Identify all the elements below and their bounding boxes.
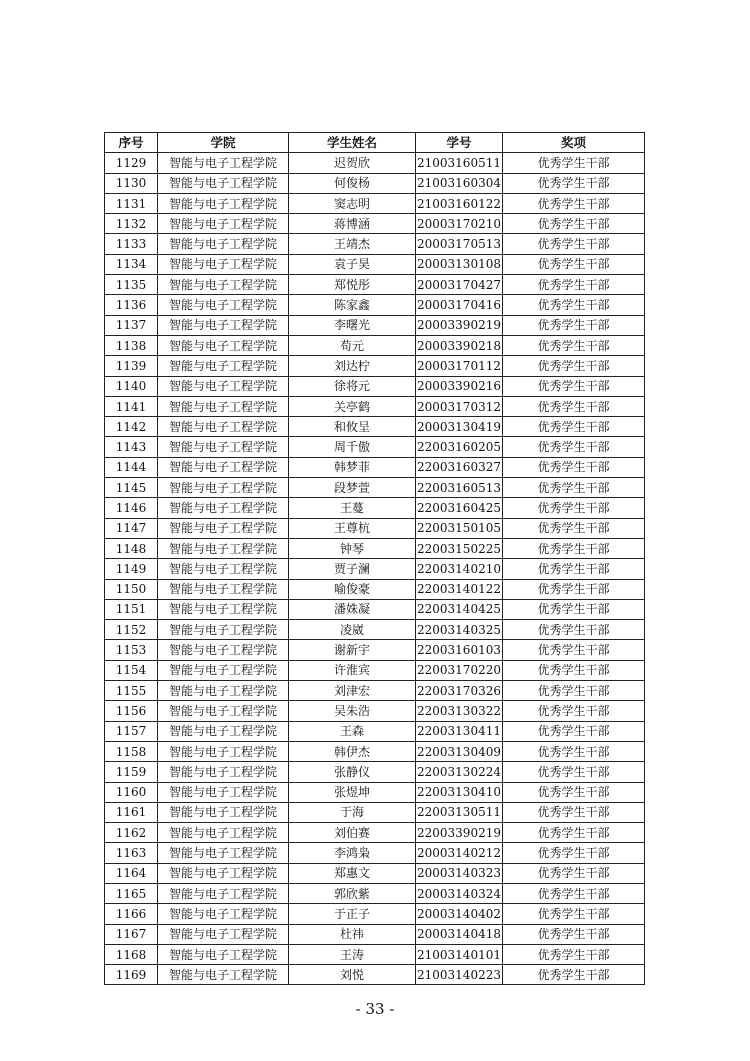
cell-student-id: 20003390219 — [416, 315, 503, 335]
table-row — [105, 701, 645, 721]
cell-student-name: 吴朱浩 — [289, 701, 416, 721]
cell-award: 优秀学生干部 — [503, 478, 645, 498]
header-award: 奖项 — [503, 133, 645, 153]
cell-college: 智能与电子工程学院 — [158, 315, 289, 335]
cell-college: 智能与电子工程学院 — [158, 214, 289, 234]
table-row — [105, 721, 645, 741]
cell-student-name: 李曙光 — [289, 315, 416, 335]
cell-college: 智能与电子工程学院 — [158, 721, 289, 741]
cell-college: 智能与电子工程学院 — [158, 782, 289, 802]
cell-student-name: 周千傲 — [289, 437, 416, 457]
cell-index: 1134 — [105, 254, 158, 274]
table-row — [105, 944, 645, 964]
cell-college: 智能与电子工程学院 — [158, 498, 289, 518]
cell-college: 智能与电子工程学院 — [158, 376, 289, 396]
cell-index: 1129 — [105, 153, 158, 173]
cell-student-id: 21003140101 — [416, 944, 503, 964]
cell-student-name: 王靖杰 — [289, 234, 416, 254]
page-number: - 33 - — [355, 1000, 395, 1018]
table-row — [105, 234, 645, 254]
cell-index: 1150 — [105, 579, 158, 599]
cell-award: 优秀学生干部 — [503, 599, 645, 619]
cell-student-name: 段梦萱 — [289, 478, 416, 498]
cell-college: 智能与电子工程学院 — [158, 559, 289, 579]
cell-student-id: 21003160122 — [416, 193, 503, 213]
cell-award: 优秀学生干部 — [503, 173, 645, 193]
cell-index: 1154 — [105, 660, 158, 680]
table-row — [105, 275, 645, 295]
table-row — [105, 518, 645, 538]
cell-student-name: 苟元 — [289, 335, 416, 355]
cell-index: 1158 — [105, 741, 158, 761]
cell-student-id: 20003170112 — [416, 356, 503, 376]
cell-college: 智能与电子工程学院 — [158, 295, 289, 315]
cell-student-id: 20003170427 — [416, 275, 503, 295]
cell-index: 1162 — [105, 823, 158, 843]
table-row — [105, 315, 645, 335]
cell-college: 智能与电子工程学院 — [158, 437, 289, 457]
cell-index: 1131 — [105, 193, 158, 213]
cell-index: 1156 — [105, 701, 158, 721]
cell-student-name: 潘姝凝 — [289, 599, 416, 619]
cell-college: 智能与电子工程学院 — [158, 275, 289, 295]
table-row — [105, 640, 645, 660]
cell-student-id: 22003130409 — [416, 741, 503, 761]
cell-award: 优秀学生干部 — [503, 396, 645, 416]
cell-student-id: 20003170210 — [416, 214, 503, 234]
cell-college: 智能与电子工程学院 — [158, 335, 289, 355]
cell-student-id: 22003160103 — [416, 640, 503, 660]
cell-award: 优秀学生干部 — [503, 153, 645, 173]
cell-award: 优秀学生干部 — [503, 579, 645, 599]
table-row — [105, 741, 645, 761]
cell-college: 智能与电子工程学院 — [158, 396, 289, 416]
cell-award: 优秀学生干部 — [503, 457, 645, 477]
cell-student-id: 20003390216 — [416, 376, 503, 396]
cell-award: 优秀学生干部 — [503, 376, 645, 396]
cell-student-id: 22003160205 — [416, 437, 503, 457]
cell-student-id: 22003390219 — [416, 823, 503, 843]
cell-college: 智能与电子工程学院 — [158, 153, 289, 173]
cell-student-name: 韩梦菲 — [289, 457, 416, 477]
cell-college: 智能与电子工程学院 — [158, 193, 289, 213]
cell-college: 智能与电子工程学院 — [158, 681, 289, 701]
table-row — [105, 965, 645, 985]
cell-index: 1133 — [105, 234, 158, 254]
cell-college: 智能与电子工程学院 — [158, 843, 289, 863]
cell-college: 智能与电子工程学院 — [158, 356, 289, 376]
cell-student-id: 22003130410 — [416, 782, 503, 802]
cell-student-id: 22003150105 — [416, 518, 503, 538]
cell-student-id: 20003140323 — [416, 863, 503, 883]
cell-award: 优秀学生干部 — [503, 904, 645, 924]
cell-student-id: 22003140122 — [416, 579, 503, 599]
table-row — [105, 498, 645, 518]
cell-award: 优秀学生干部 — [503, 275, 645, 295]
table-row — [105, 823, 645, 843]
cell-college: 智能与电子工程学院 — [158, 660, 289, 680]
cell-index: 1147 — [105, 518, 158, 538]
cell-award: 优秀学生干部 — [503, 356, 645, 376]
cell-student-name: 杜祎 — [289, 924, 416, 944]
table-row — [105, 153, 645, 173]
table-row — [105, 863, 645, 883]
cell-index: 1169 — [105, 965, 158, 985]
cell-index: 1135 — [105, 275, 158, 295]
cell-index: 1138 — [105, 335, 158, 355]
cell-student-name: 徐将元 — [289, 376, 416, 396]
cell-student-id: 20003140402 — [416, 904, 503, 924]
cell-student-id: 20003130419 — [416, 417, 503, 437]
table-row — [105, 335, 645, 355]
cell-student-id: 21003160304 — [416, 173, 503, 193]
cell-student-id: 22003140210 — [416, 559, 503, 579]
cell-index: 1166 — [105, 904, 158, 924]
cell-college: 智能与电子工程学院 — [158, 863, 289, 883]
cell-college: 智能与电子工程学院 — [158, 701, 289, 721]
cell-index: 1153 — [105, 640, 158, 660]
cell-award: 优秀学生干部 — [503, 417, 645, 437]
cell-award: 优秀学生干部 — [503, 559, 645, 579]
cell-student-id: 21003140223 — [416, 965, 503, 985]
cell-student-name: 刘悦 — [289, 965, 416, 985]
cell-student-name: 刘津宏 — [289, 681, 416, 701]
cell-award: 优秀学生干部 — [503, 965, 645, 985]
table-body — [105, 153, 645, 985]
cell-student-name: 郑悦彤 — [289, 275, 416, 295]
cell-student-name: 于正子 — [289, 904, 416, 924]
cell-student-name: 张静仪 — [289, 762, 416, 782]
cell-college: 智能与电子工程学院 — [158, 518, 289, 538]
cell-index: 1167 — [105, 924, 158, 944]
cell-award: 优秀学生干部 — [503, 254, 645, 274]
table-row — [105, 538, 645, 558]
cell-college: 智能与电子工程学院 — [158, 234, 289, 254]
table-row — [105, 457, 645, 477]
cell-index: 1152 — [105, 620, 158, 640]
cell-index: 1137 — [105, 315, 158, 335]
cell-student-name: 和攸呈 — [289, 417, 416, 437]
cell-student-name: 刘伯赛 — [289, 823, 416, 843]
cell-student-name: 蒋博涵 — [289, 214, 416, 234]
cell-award: 优秀学生干部 — [503, 538, 645, 558]
cell-index: 1146 — [105, 498, 158, 518]
cell-student-id: 22003170326 — [416, 681, 503, 701]
cell-student-name: 陈家鑫 — [289, 295, 416, 315]
cell-student-name: 刘达柠 — [289, 356, 416, 376]
cell-index: 1142 — [105, 417, 158, 437]
header-student-name: 学生姓名 — [289, 133, 416, 153]
table-row — [105, 883, 645, 903]
cell-student-name: 喻俊豪 — [289, 579, 416, 599]
table-row — [105, 376, 645, 396]
cell-index: 1155 — [105, 681, 158, 701]
cell-college: 智能与电子工程学院 — [158, 173, 289, 193]
cell-student-name: 李鸿枭 — [289, 843, 416, 863]
cell-index: 1160 — [105, 782, 158, 802]
cell-student-id: 21003160511 — [416, 153, 503, 173]
cell-student-id: 22003130322 — [416, 701, 503, 721]
cell-index: 1148 — [105, 538, 158, 558]
cell-index: 1159 — [105, 762, 158, 782]
award-table — [104, 132, 645, 985]
table-row — [105, 660, 645, 680]
table-row — [105, 193, 645, 213]
cell-college: 智能与电子工程学院 — [158, 620, 289, 640]
cell-award: 优秀学生干部 — [503, 863, 645, 883]
cell-college: 智能与电子工程学院 — [158, 741, 289, 761]
table-row — [105, 254, 645, 274]
cell-award: 优秀学生干部 — [503, 335, 645, 355]
cell-student-id: 22003170220 — [416, 660, 503, 680]
cell-index: 1130 — [105, 173, 158, 193]
cell-award: 优秀学生干部 — [503, 437, 645, 457]
cell-award: 优秀学生干部 — [503, 295, 645, 315]
cell-index: 1164 — [105, 863, 158, 883]
table-row — [105, 437, 645, 457]
cell-award: 优秀学生干部 — [503, 518, 645, 538]
cell-index: 1151 — [105, 599, 158, 619]
cell-student-id: 20003390218 — [416, 335, 503, 355]
cell-index: 1161 — [105, 802, 158, 822]
cell-college: 智能与电子工程学院 — [158, 944, 289, 964]
cell-student-name: 迟贺欣 — [289, 153, 416, 173]
cell-index: 1143 — [105, 437, 158, 457]
cell-college: 智能与电子工程学院 — [158, 762, 289, 782]
cell-student-name: 关亭鹤 — [289, 396, 416, 416]
cell-college: 智能与电子工程学院 — [158, 599, 289, 619]
table-row — [105, 579, 645, 599]
table-row — [105, 417, 645, 437]
cell-student-name: 窦志明 — [289, 193, 416, 213]
table-row — [105, 904, 645, 924]
cell-student-id: 22003130411 — [416, 721, 503, 741]
cell-student-name: 贾子澜 — [289, 559, 416, 579]
cell-index: 1136 — [105, 295, 158, 315]
table-row — [105, 620, 645, 640]
cell-student-id: 22003160425 — [416, 498, 503, 518]
cell-index: 1149 — [105, 559, 158, 579]
cell-index: 1141 — [105, 396, 158, 416]
cell-index: 1132 — [105, 214, 158, 234]
cell-student-id: 20003170416 — [416, 295, 503, 315]
cell-index: 1144 — [105, 457, 158, 477]
cell-college: 智能与电子工程学院 — [158, 802, 289, 822]
table-row — [105, 478, 645, 498]
cell-award: 优秀学生干部 — [503, 782, 645, 802]
cell-college: 智能与电子工程学院 — [158, 904, 289, 924]
cell-award: 优秀学生干部 — [503, 498, 645, 518]
cell-student-id: 22003130224 — [416, 762, 503, 782]
cell-award: 优秀学生干部 — [503, 721, 645, 741]
table-row — [105, 356, 645, 376]
cell-college: 智能与电子工程学院 — [158, 478, 289, 498]
cell-student-id: 22003160513 — [416, 478, 503, 498]
cell-award: 优秀学生干部 — [503, 924, 645, 944]
cell-index: 1139 — [105, 356, 158, 376]
cell-student-name: 许淮宾 — [289, 660, 416, 680]
cell-student-name: 王尊杭 — [289, 518, 416, 538]
cell-college: 智能与电子工程学院 — [158, 965, 289, 985]
table-row — [105, 782, 645, 802]
cell-student-id: 20003140418 — [416, 924, 503, 944]
table-row — [105, 559, 645, 579]
cell-index: 1163 — [105, 843, 158, 863]
cell-award: 优秀学生干部 — [503, 944, 645, 964]
cell-student-name: 凌崴 — [289, 620, 416, 640]
table-row — [105, 599, 645, 619]
cell-college: 智能与电子工程学院 — [158, 254, 289, 274]
cell-student-name: 郑惠文 — [289, 863, 416, 883]
cell-college: 智能与电子工程学院 — [158, 457, 289, 477]
cell-student-id: 20003170513 — [416, 234, 503, 254]
table-row — [105, 802, 645, 822]
cell-award: 优秀学生干部 — [503, 701, 645, 721]
cell-student-id: 22003150225 — [416, 538, 503, 558]
cell-student-name: 张煜坤 — [289, 782, 416, 802]
cell-award: 优秀学生干部 — [503, 823, 645, 843]
cell-student-id: 20003140324 — [416, 883, 503, 903]
header-student-id: 学号 — [416, 133, 503, 153]
cell-award: 优秀学生干部 — [503, 234, 645, 254]
cell-award: 优秀学生干部 — [503, 883, 645, 903]
cell-student-name: 谢新宇 — [289, 640, 416, 660]
cell-student-id: 22003130511 — [416, 802, 503, 822]
cell-student-name: 王森 — [289, 721, 416, 741]
cell-award: 优秀学生干部 — [503, 315, 645, 335]
cell-student-id: 22003160327 — [416, 457, 503, 477]
table-row — [105, 762, 645, 782]
cell-index: 1165 — [105, 883, 158, 903]
cell-award: 优秀学生干部 — [503, 193, 645, 213]
table-row — [105, 295, 645, 315]
cell-award: 优秀学生干部 — [503, 660, 645, 680]
header-index: 序号 — [105, 133, 158, 153]
table-row — [105, 924, 645, 944]
cell-student-name: 钟琴 — [289, 538, 416, 558]
cell-college: 智能与电子工程学院 — [158, 883, 289, 903]
cell-student-id: 20003170312 — [416, 396, 503, 416]
table-row — [105, 173, 645, 193]
cell-college: 智能与电子工程学院 — [158, 417, 289, 437]
table-row — [105, 214, 645, 234]
cell-college: 智能与电子工程学院 — [158, 823, 289, 843]
cell-index: 1140 — [105, 376, 158, 396]
cell-award: 优秀学生干部 — [503, 843, 645, 863]
cell-award: 优秀学生干部 — [503, 620, 645, 640]
cell-college: 智能与电子工程学院 — [158, 579, 289, 599]
cell-student-name: 郭欣紫 — [289, 883, 416, 903]
table-row — [105, 843, 645, 863]
table-header-row — [105, 133, 645, 153]
cell-student-id: 22003140325 — [416, 620, 503, 640]
cell-award: 优秀学生干部 — [503, 802, 645, 822]
cell-index: 1145 — [105, 478, 158, 498]
cell-student-name: 袁子昊 — [289, 254, 416, 274]
cell-student-name: 王涛 — [289, 944, 416, 964]
cell-student-name: 韩伊杰 — [289, 741, 416, 761]
header-college: 学院 — [158, 133, 289, 153]
cell-award: 优秀学生干部 — [503, 762, 645, 782]
cell-student-id: 20003130108 — [416, 254, 503, 274]
cell-award: 优秀学生干部 — [503, 214, 645, 234]
cell-award: 优秀学生干部 — [503, 741, 645, 761]
cell-award: 优秀学生干部 — [503, 681, 645, 701]
cell-award: 优秀学生干部 — [503, 640, 645, 660]
cell-college: 智能与电子工程学院 — [158, 640, 289, 660]
cell-student-name: 何俊杨 — [289, 173, 416, 193]
cell-student-id: 20003140212 — [416, 843, 503, 863]
cell-index: 1168 — [105, 944, 158, 964]
cell-student-id: 22003140425 — [416, 599, 503, 619]
cell-index: 1157 — [105, 721, 158, 741]
table-row — [105, 681, 645, 701]
table-row — [105, 396, 645, 416]
cell-student-name: 王蔓 — [289, 498, 416, 518]
cell-college: 智能与电子工程学院 — [158, 924, 289, 944]
cell-student-name: 于海 — [289, 802, 416, 822]
cell-college: 智能与电子工程学院 — [158, 538, 289, 558]
